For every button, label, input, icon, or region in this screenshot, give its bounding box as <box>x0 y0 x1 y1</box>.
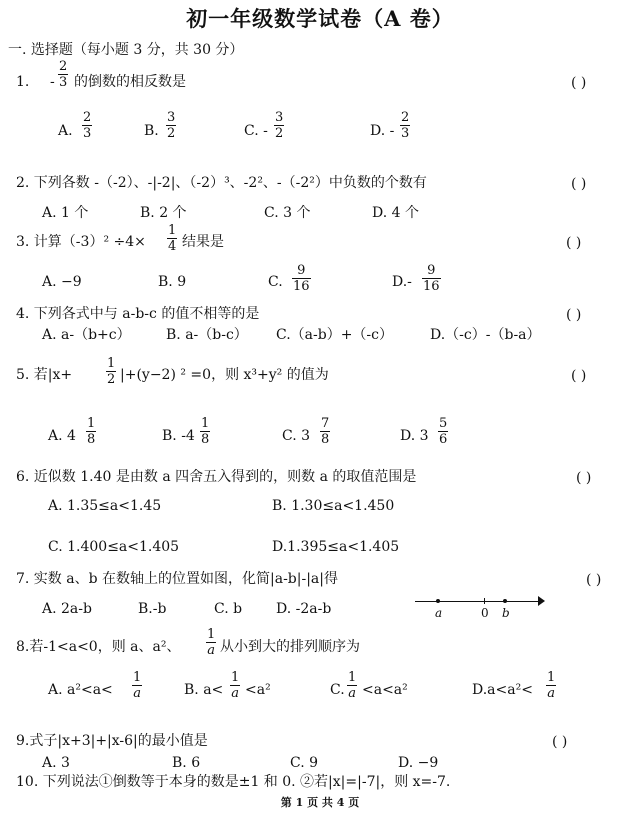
q6-option-c: C. 1.400≤a<1.405 <box>48 539 180 555</box>
number-line-label-b: b <box>502 606 510 620</box>
q9-option-c: C. 9 <box>290 755 319 771</box>
q8-option-c-label: C. <box>330 682 345 698</box>
q8-option-d: $\frac{1}{a}$ <box>547 670 556 701</box>
q4-text: 4. 下列各式中与 a-b-c 的值不相等的是 <box>16 306 260 322</box>
q5-option-c: $\frac{7}{8}$ <box>321 416 330 447</box>
q6-answer-slot: ( ) <box>576 470 592 486</box>
q9-option-a: A. 3 <box>42 755 70 771</box>
q4-option-c: C.（a-b）+（-c） <box>276 327 394 343</box>
q3-text: 3. 计算（-3）² ÷4× <box>16 234 146 250</box>
q1-option-c-label: C. - <box>244 123 268 139</box>
q5-option-b: $\frac{1}{8}$ <box>201 416 210 447</box>
q2-option-b: B. 2 个 <box>140 205 187 221</box>
q3-option-c: $\frac{9}{16}$ <box>293 263 310 294</box>
q6-option-a: A. 1.35≤a<1.45 <box>48 498 162 514</box>
q3-option-b: B. 9 <box>158 274 187 290</box>
number-line-axis <box>415 601 543 602</box>
q3-text-tail: 结果是 <box>182 234 224 250</box>
q8-option-c-tail: <a<a² <box>362 682 408 698</box>
section-heading: 一. 选择题（每小题 3 分，共 30 分） <box>8 42 244 58</box>
q3-option-d: $\frac{9}{16}$ <box>423 263 440 294</box>
q4-option-a: A. a-（b+c） <box>42 327 131 343</box>
q3-option-a: A. −9 <box>42 274 82 290</box>
number-line-point-b <box>503 599 507 603</box>
number-line-origin-tick <box>484 598 485 604</box>
q7-option-c: C. b <box>214 601 243 617</box>
q5-fraction: $\frac{1}{2}$ <box>107 356 116 387</box>
q1-answer-slot: ( ) <box>571 75 587 91</box>
q1-option-b: $\frac{3}{2}$ <box>167 110 176 141</box>
q7-option-d: D. -2a-b <box>276 601 332 617</box>
number-line-label-a: a <box>435 606 443 620</box>
q6-option-b: B. 1.30≤a<1.450 <box>272 498 395 514</box>
q8-fraction: $\frac{1}{a}$ <box>207 627 216 658</box>
q5-option-a-label: A. 4 <box>48 428 76 444</box>
q8-option-b-label: B. a< <box>184 682 224 698</box>
q7-text: 7. 实数 a、b 在数轴上的位置如图，化简|a-b|-|a|得 <box>16 571 338 587</box>
q7-option-b: B.-b <box>138 601 167 617</box>
q8-option-b: $\frac{1}{a}$ <box>231 670 240 701</box>
q5-option-d: $\frac{5}{6}$ <box>439 416 448 447</box>
q9-text: 9.式子|x+3|+|x-6|的最小值是 <box>16 733 208 749</box>
q5-option-d-label: D. 3 <box>400 428 429 444</box>
q2-option-a: A. 1 个 <box>42 205 89 221</box>
q2-answer-slot: ( ) <box>571 176 587 192</box>
q2-option-d: D. 4 个 <box>372 205 419 221</box>
question-10: 10. 下列说法①倒数等于本身的数是±1 和 0. ②若|x|=|-7|，则 x=-7. <box>16 774 451 790</box>
q8-option-d-label: D.a<a²< <box>472 682 533 698</box>
number-line-arrow-icon <box>538 596 545 606</box>
q8-text-tail: 从小到大的排列顺序为 <box>220 639 360 655</box>
q2-option-c: C. 3 个 <box>264 205 311 221</box>
q9-answer-slot: ( ) <box>552 734 568 750</box>
q5-text-tail: |+(y−2) ² =0，则 x³+y² 的值为 <box>120 367 329 383</box>
q1-number: 1. <box>16 74 30 90</box>
q5-option-b-label: B. -4 <box>162 428 195 444</box>
q1-option-c: $\frac{3}{2}$ <box>275 110 284 141</box>
q8-option-a-label: A. a²<a< <box>48 682 113 698</box>
q1-option-b-label: B. <box>144 123 159 139</box>
q5-option-a: $\frac{1}{8}$ <box>87 416 96 447</box>
q8-text: 8.若-1<a<0，则 a、a²、 <box>16 639 181 655</box>
page-title: 初一年级数学试卷（A 卷） <box>186 6 454 31</box>
q1-fraction: $\frac{2}{3}$ <box>59 59 68 90</box>
q3-option-d-label: D.- <box>392 274 412 290</box>
q1-text: 的倒数的相反数是 <box>74 74 186 90</box>
q7-answer-slot: ( ) <box>586 572 602 588</box>
q6-option-d: D.1.395≤a<1.405 <box>272 539 400 555</box>
q8-option-b-tail: <a² <box>245 682 271 698</box>
q1-option-d-label: D. - <box>370 123 395 139</box>
q6-text: 6. 近似数 1.40 是由数 a 四舍五入得到的，则数 a 的取值范围是 <box>16 469 417 485</box>
number-line-label-0: 0 <box>481 606 489 620</box>
q1-option-d: $\frac{2}{3}$ <box>401 110 410 141</box>
q7-option-a: A. 2a-b <box>42 601 92 617</box>
q2-text: 2. 下列各数 -（-2）、-|-2|、（-2）³、-2²、-（-2²）中负数的个数有 <box>16 175 427 191</box>
q8-option-c: $\frac{1}{a}$ <box>348 670 357 701</box>
q3-option-c-label: C. <box>268 274 283 290</box>
page-footer: 第 1 页 共 4 页 <box>280 796 360 809</box>
q5-answer-slot: ( ) <box>571 368 587 384</box>
q8-option-a: $\frac{1}{a}$ <box>133 670 142 701</box>
q4-option-b: B. a-（b-c） <box>166 327 248 343</box>
q1-option-a: $\frac{2}{3}$ <box>83 110 92 141</box>
q9-option-d: D. −9 <box>398 755 439 771</box>
q4-answer-slot: ( ) <box>566 307 582 323</box>
q9-option-b: B. 6 <box>172 755 201 771</box>
q1-option-a-label: A. <box>58 123 73 139</box>
number-line-point-a <box>436 599 440 603</box>
q3-fraction: $\frac{1}{4}$ <box>168 223 177 254</box>
q1-neg: - <box>50 74 55 90</box>
q4-option-d: D.（-c）-（b-a） <box>430 327 541 343</box>
q5-text: 5. 若|x+ <box>16 367 73 383</box>
q5-option-c-label: C. 3 <box>282 428 311 444</box>
q3-answer-slot: ( ) <box>566 235 582 251</box>
